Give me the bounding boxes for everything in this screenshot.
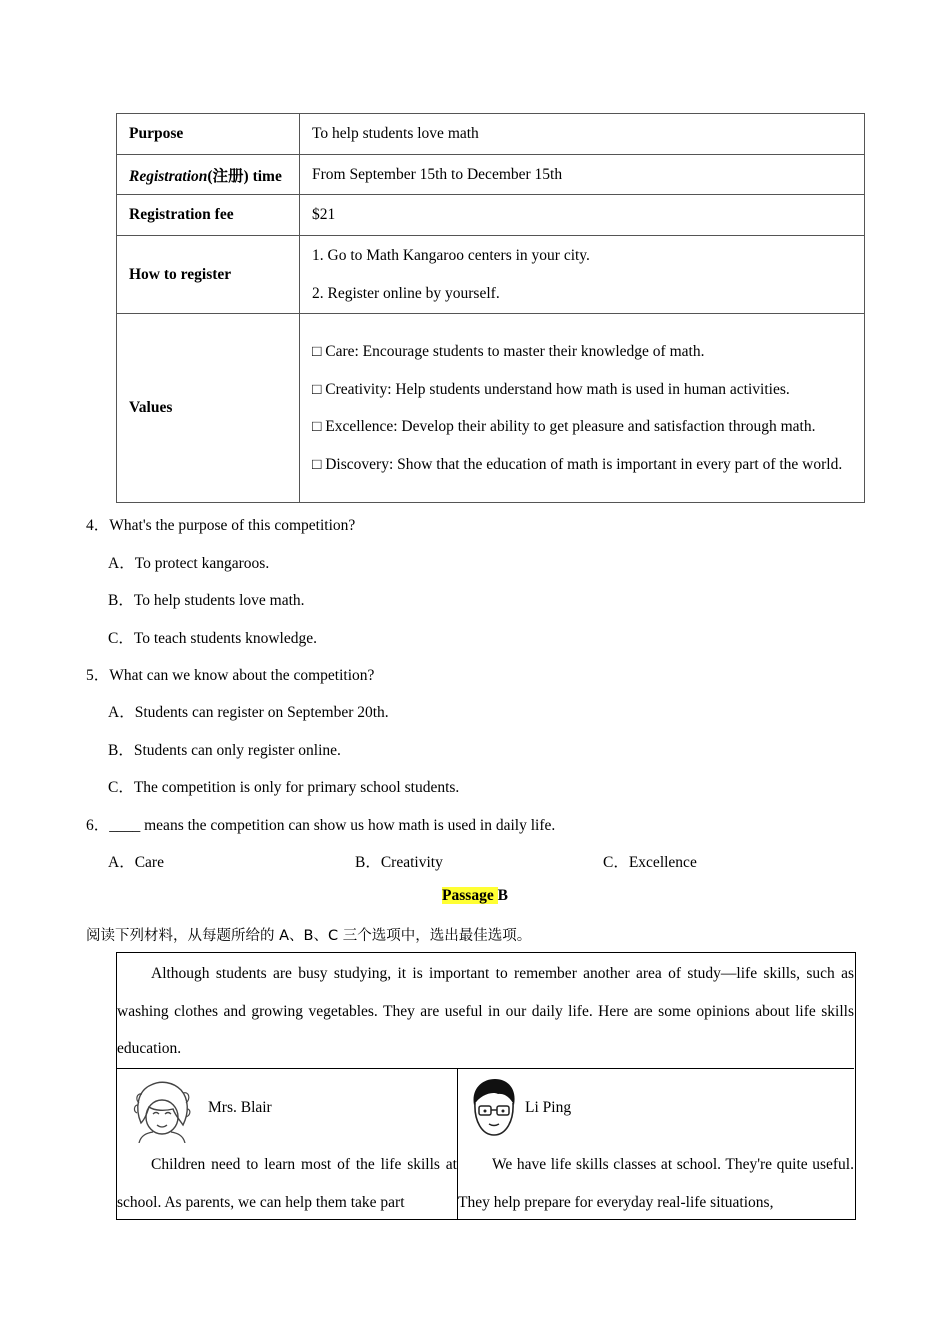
- row-key-rest: (注册) time: [207, 167, 282, 185]
- question-option: C．Excellence: [603, 854, 697, 871]
- speaker-cell-right: [458, 1069, 854, 1220]
- question-option: A．To protect kangaroos.: [108, 555, 270, 572]
- question-stem: 5．What can we know about the competition?: [86, 667, 375, 684]
- question-option: C．To teach students knowledge.: [108, 630, 317, 647]
- speaker-cell-left: [117, 1069, 458, 1220]
- question-option: B．Creativity: [355, 854, 443, 871]
- passage-title-highlight: Passage: [442, 887, 498, 904]
- question-stem: 6．____ means the competition can show us how math is used in daily life.: [86, 817, 556, 834]
- table-row: [117, 155, 865, 195]
- row-key: Values: [117, 314, 300, 503]
- woman-avatar-icon: [133, 1079, 191, 1143]
- register-step: 1. Go to Math Kangaroo centers in your city.: [312, 247, 590, 264]
- table-row: [117, 236, 865, 314]
- row-key: [117, 155, 300, 195]
- passage-title: [0, 887, 950, 905]
- row-key: How to register: [117, 236, 300, 314]
- question-stem: 4．What's the purpose of this competition?: [86, 517, 356, 534]
- passage-title-letter: B: [497, 887, 508, 904]
- table-row: [117, 314, 865, 503]
- question-option: A．Care: [108, 854, 164, 871]
- passage-instruction: 阅读下列材料，从每题所给的 A、B、C 三个选项中，选出最佳选项。: [86, 928, 532, 944]
- table-row: [117, 114, 865, 155]
- speaker-name: Mrs. Blair: [208, 1099, 272, 1116]
- row-key-italic: Registration: [129, 167, 208, 185]
- row-key: Purpose: [117, 114, 300, 155]
- speaker-text: We have life skills classes at school. They're quite useful. They help prepare for everyday real-life situations,: [458, 1156, 854, 1211]
- row-value: [300, 314, 865, 503]
- row-value: $21: [300, 195, 865, 236]
- row-value: [300, 236, 865, 314]
- table-row: [117, 195, 865, 236]
- info-table: [116, 113, 865, 503]
- question-option: C．The competition is only for primary school students.: [108, 779, 460, 796]
- passage-intro-cell: [117, 953, 854, 1069]
- value-item: □ Excellence: Develop their ability to get pleasure and satisfaction through math.: [312, 418, 816, 435]
- passage-box: [116, 952, 856, 1220]
- boy-avatar-icon: [468, 1077, 520, 1139]
- value-item: □ Discovery: Show that the education of math is important in every part of the world.: [312, 455, 843, 473]
- question-option: B．Students can only register online.: [108, 742, 341, 759]
- register-step: 2. Register online by yourself.: [312, 284, 500, 302]
- question-option: B．To help students love math.: [108, 592, 305, 609]
- value-item: □ Creativity: Help students understand how math is used in human activities.: [312, 380, 790, 398]
- speaker-name: Li Ping: [525, 1099, 572, 1116]
- question-option: A．Students can register on September 20th.: [108, 704, 389, 721]
- row-key: Registration fee: [117, 195, 300, 236]
- speaker-text: Children need to learn most of the life skills at school. As parents, we can help them take part: [117, 1156, 457, 1211]
- row-value: To help students love math: [300, 114, 865, 155]
- row-value: From September 15th to December 15th: [300, 155, 865, 195]
- value-item: □ Care: Encourage students to master their knowledge of math.: [312, 343, 705, 360]
- passage-intro: Although students are busy studying, it is important to remember another area of study—life skills, such as washing clothes and growing vegetables. They are useful in our daily life. Here are some opinions about life skills education.: [117, 965, 854, 1057]
